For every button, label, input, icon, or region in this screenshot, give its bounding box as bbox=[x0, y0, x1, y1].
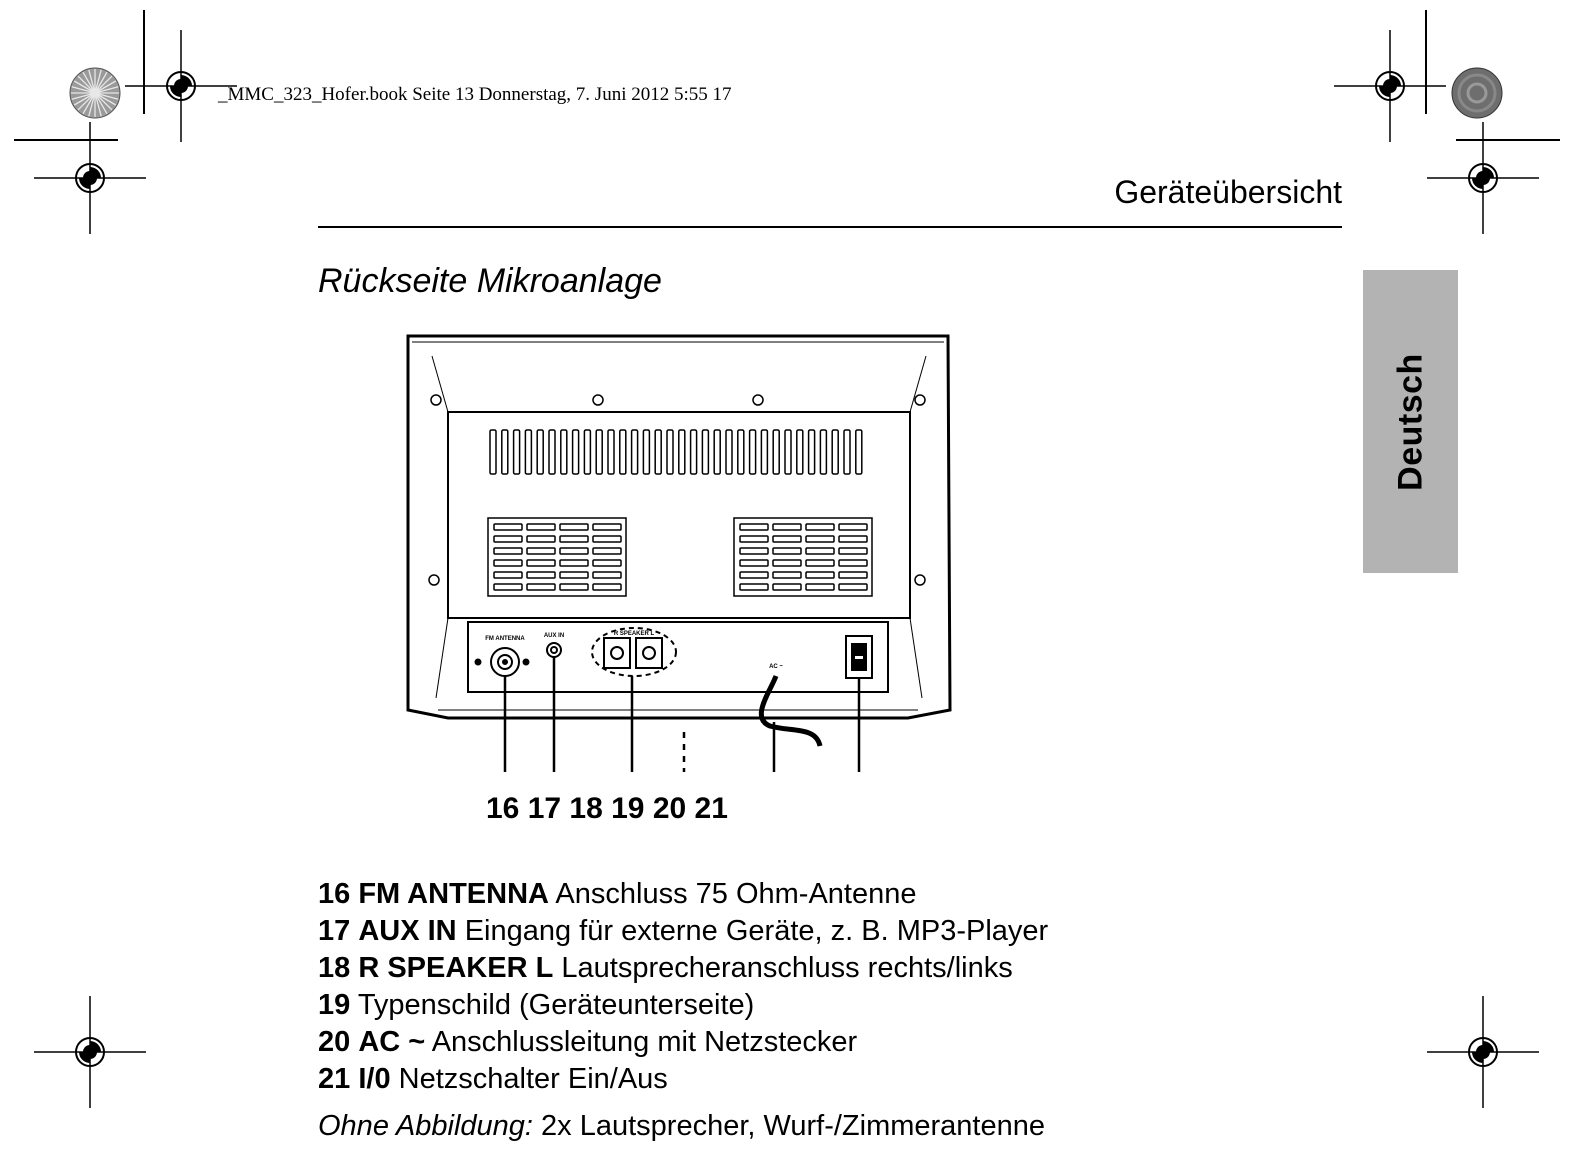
language-tab bbox=[1363, 270, 1458, 573]
fm-antenna-label: FM ANTENNA bbox=[485, 636, 525, 642]
registration-mark-left-lower bbox=[30, 992, 150, 1112]
legend-item: 18 R SPEAKER L Lautsprecheranschluss rechts/links bbox=[318, 952, 1013, 984]
aux-in-label: AUX IN bbox=[543, 633, 565, 639]
aux-in-jack bbox=[547, 643, 561, 657]
fm-antenna-connector bbox=[476, 648, 529, 676]
legend-item: 16 FM ANTENNA Anschluss 75 Ohm-Antenne bbox=[318, 878, 917, 910]
registration-mark-right-lower bbox=[1423, 992, 1543, 1112]
grille-left bbox=[488, 518, 626, 596]
callout-lines bbox=[505, 657, 859, 772]
device-rear-diagram bbox=[398, 326, 962, 782]
language-tab-label: Deutsch bbox=[1391, 352, 1429, 491]
color-registration-wheel-left bbox=[68, 66, 122, 120]
speaker-label: R SPEAKER L bbox=[613, 631, 655, 637]
power-switch bbox=[846, 636, 872, 678]
legend-item: 17 AUX IN Eingang für externe Geräte, z. B. MP3-Player bbox=[318, 915, 1049, 947]
ac-label: AC ~ bbox=[769, 664, 783, 670]
grille-right bbox=[734, 518, 872, 596]
registration-mark-left-upper bbox=[30, 118, 150, 238]
legend-item: 21 I/0 Netzschalter Ein/Aus bbox=[318, 1063, 668, 1095]
vent-slots-top bbox=[490, 430, 862, 474]
page-subtitle: Rückseite Mikroanlage bbox=[318, 262, 662, 300]
legend-item: 20 AC ~ Anschlussleitung mit Netzstecker bbox=[318, 1026, 858, 1058]
note-without-illustration: Ohne Abbildung: 2x Lautsprecher, Wurf-/Zimmerantenne bbox=[318, 1110, 1046, 1142]
callout-numbers: 16 17 18 19 20 21 bbox=[486, 792, 728, 825]
print-header: _MMC_323_Hofer.book Seite 13 Donnerstag, 7. Juni 2012 5:55 17 bbox=[218, 84, 732, 105]
section-title: Geräteübersicht bbox=[1114, 174, 1342, 210]
ac-power-cord bbox=[761, 676, 820, 746]
legend-list bbox=[318, 876, 1048, 1098]
legend-item: 19 Typenschild (Geräteunterseite) bbox=[318, 989, 755, 1021]
header-rule bbox=[318, 226, 1342, 228]
color-registration-wheel-right bbox=[1450, 66, 1504, 120]
screws bbox=[429, 395, 925, 585]
registration-mark-right-upper bbox=[1423, 118, 1543, 238]
